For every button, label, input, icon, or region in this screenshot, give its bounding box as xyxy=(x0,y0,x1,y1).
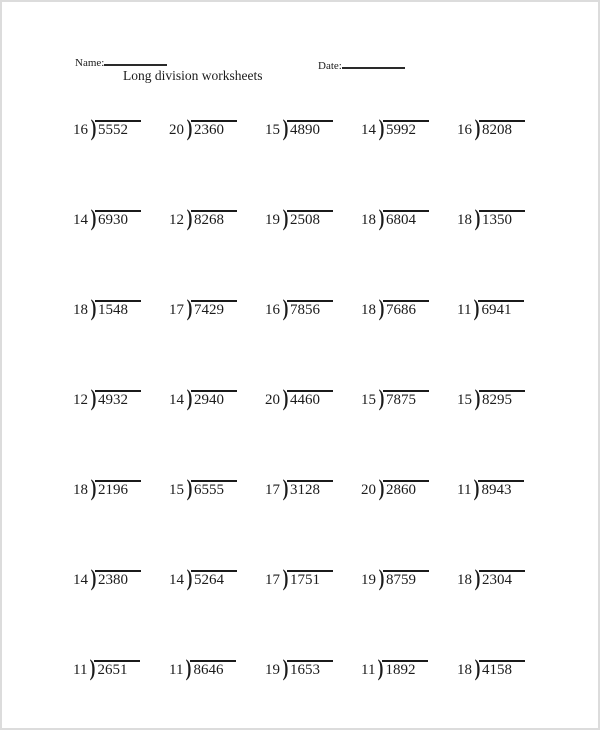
problems-grid xyxy=(73,116,553,730)
divisor: 15 xyxy=(457,392,472,408)
division-problem xyxy=(265,296,361,390)
division-problem xyxy=(361,386,457,480)
division-bracket-icon: ) xyxy=(186,296,193,322)
division-problem xyxy=(169,206,265,300)
division-bracket-icon: ) xyxy=(474,206,481,232)
divisor: 11 xyxy=(73,662,88,678)
division-bracket-icon: ) xyxy=(282,566,289,592)
divisor: 17 xyxy=(265,482,280,498)
divisor: 15 xyxy=(169,482,184,498)
division-problem xyxy=(73,656,169,730)
division-problem xyxy=(457,656,553,730)
division-problem xyxy=(169,656,265,730)
division-problem xyxy=(169,566,265,660)
dividend: 5552 xyxy=(95,120,141,138)
division-bracket-icon: ) xyxy=(90,116,97,142)
division-bracket-icon: ) xyxy=(378,296,385,322)
divisor: 20 xyxy=(169,122,184,138)
name-row xyxy=(75,54,167,69)
division-problem xyxy=(457,206,553,300)
division-bracket-icon: ) xyxy=(378,206,385,232)
division-problem xyxy=(265,386,361,480)
divisor: 11 xyxy=(457,302,472,318)
dividend: 7686 xyxy=(383,300,429,318)
division-bracket-icon: ) xyxy=(186,566,193,592)
divisor: 14 xyxy=(73,212,88,228)
dividend: 5992 xyxy=(383,120,429,138)
division-problem xyxy=(169,296,265,390)
dividend: 7856 xyxy=(287,300,333,318)
divisor: 18 xyxy=(457,662,472,678)
dividend: 2940 xyxy=(191,390,237,408)
division-bracket-icon: ) xyxy=(186,116,193,142)
division-bracket-icon: ) xyxy=(474,116,481,142)
divisor: 14 xyxy=(169,572,184,588)
dividend: 8759 xyxy=(383,570,429,588)
divisor: 18 xyxy=(361,302,376,318)
date-blank-line xyxy=(342,57,405,69)
division-bracket-icon: ) xyxy=(282,476,289,502)
dividend: 6804 xyxy=(383,210,429,228)
division-problem xyxy=(73,296,169,390)
divisor: 16 xyxy=(457,122,472,138)
divisor: 20 xyxy=(265,392,280,408)
dividend: 8268 xyxy=(191,210,237,228)
division-bracket-icon: ) xyxy=(90,566,97,592)
division-bracket-icon: ) xyxy=(378,116,385,142)
division-problem xyxy=(265,566,361,660)
dividend: 4932 xyxy=(95,390,141,408)
dividend: 1892 xyxy=(382,660,428,678)
divisor: 11 xyxy=(169,662,184,678)
divisor: 14 xyxy=(169,392,184,408)
divisor: 18 xyxy=(73,302,88,318)
division-problem xyxy=(457,476,553,570)
divisor: 19 xyxy=(265,662,280,678)
division-problem xyxy=(265,116,361,210)
divisor: 20 xyxy=(361,482,376,498)
dividend: 1653 xyxy=(287,660,333,678)
division-bracket-icon: ) xyxy=(282,656,289,682)
dividend: 2196 xyxy=(95,480,141,498)
dividend: 2360 xyxy=(191,120,237,138)
dividend: 1751 xyxy=(287,570,333,588)
division-problem xyxy=(457,386,553,480)
division-problem xyxy=(361,116,457,210)
divisor: 15 xyxy=(265,122,280,138)
divisor: 16 xyxy=(73,122,88,138)
division-bracket-icon: ) xyxy=(474,476,480,502)
division-problem xyxy=(361,296,457,390)
division-bracket-icon: ) xyxy=(186,476,193,502)
division-problem xyxy=(73,476,169,570)
division-problem xyxy=(265,206,361,300)
division-problem xyxy=(73,566,169,660)
division-bracket-icon: ) xyxy=(282,116,289,142)
division-problem xyxy=(265,656,361,730)
divisor: 18 xyxy=(457,572,472,588)
division-bracket-icon: ) xyxy=(90,386,97,412)
division-problem xyxy=(169,476,265,570)
date-label: Date: xyxy=(318,60,342,72)
divisor: 19 xyxy=(265,212,280,228)
division-bracket-icon: ) xyxy=(474,566,481,592)
dividend: 1548 xyxy=(95,300,141,318)
dividend: 6555 xyxy=(191,480,237,498)
division-problem xyxy=(361,206,457,300)
division-bracket-icon: ) xyxy=(282,206,289,232)
division-bracket-icon: ) xyxy=(282,296,289,322)
division-bracket-icon: ) xyxy=(378,386,385,412)
dividend: 2860 xyxy=(383,480,429,498)
page-title: Long division worksheets xyxy=(123,68,263,83)
division-bracket-icon: ) xyxy=(90,296,97,322)
division-problem xyxy=(169,386,265,480)
division-bracket-icon: ) xyxy=(186,656,192,682)
dividend: 7875 xyxy=(383,390,429,408)
dividend: 5264 xyxy=(191,570,237,588)
dividend: 2651 xyxy=(94,660,140,678)
divisor: 17 xyxy=(169,302,184,318)
dividend: 7429 xyxy=(191,300,237,318)
divisor: 15 xyxy=(361,392,376,408)
division-problem xyxy=(73,116,169,210)
division-bracket-icon: ) xyxy=(378,566,385,592)
divisor: 11 xyxy=(457,482,472,498)
divisor: 17 xyxy=(265,572,280,588)
division-bracket-icon: ) xyxy=(474,656,481,682)
division-problem xyxy=(169,116,265,210)
divisor: 14 xyxy=(361,122,376,138)
division-problem xyxy=(73,386,169,480)
division-bracket-icon: ) xyxy=(474,296,480,322)
dividend: 8646 xyxy=(190,660,236,678)
divisor: 12 xyxy=(169,212,184,228)
division-bracket-icon: ) xyxy=(282,386,289,412)
dividend: 4890 xyxy=(287,120,333,138)
dividend: 2508 xyxy=(287,210,333,228)
dividend: 6930 xyxy=(95,210,141,228)
division-problem xyxy=(73,206,169,300)
dividend: 2304 xyxy=(479,570,525,588)
dividend: 1350 xyxy=(479,210,525,228)
division-problem xyxy=(265,476,361,570)
division-problem xyxy=(361,476,457,570)
dividend: 4460 xyxy=(287,390,333,408)
dividend: 3128 xyxy=(287,480,333,498)
division-bracket-icon: ) xyxy=(90,656,96,682)
dividend: 8295 xyxy=(479,390,525,408)
divisor: 16 xyxy=(265,302,280,318)
name-blank-line xyxy=(104,54,167,66)
dividend: 2380 xyxy=(95,570,141,588)
division-problem xyxy=(361,656,457,730)
name-label: Name: xyxy=(75,57,105,69)
division-problem xyxy=(457,116,553,210)
dividend: 8943 xyxy=(478,480,524,498)
divisor: 18 xyxy=(457,212,472,228)
division-problem xyxy=(361,566,457,660)
date-row xyxy=(318,57,405,72)
division-bracket-icon: ) xyxy=(90,206,97,232)
division-bracket-icon: ) xyxy=(90,476,97,502)
divisor: 18 xyxy=(73,482,88,498)
division-problem xyxy=(457,296,553,390)
dividend: 8208 xyxy=(479,120,525,138)
division-bracket-icon: ) xyxy=(378,476,385,502)
divisor: 18 xyxy=(361,212,376,228)
divisor: 11 xyxy=(361,662,376,678)
divisor: 12 xyxy=(73,392,88,408)
divisor: 19 xyxy=(361,572,376,588)
divisor: 14 xyxy=(73,572,88,588)
dividend: 6941 xyxy=(478,300,524,318)
division-problem xyxy=(457,566,553,660)
division-bracket-icon: ) xyxy=(186,386,193,412)
division-bracket-icon: ) xyxy=(378,656,384,682)
dividend: 4158 xyxy=(479,660,525,678)
division-bracket-icon: ) xyxy=(186,206,193,232)
division-bracket-icon: ) xyxy=(474,386,481,412)
